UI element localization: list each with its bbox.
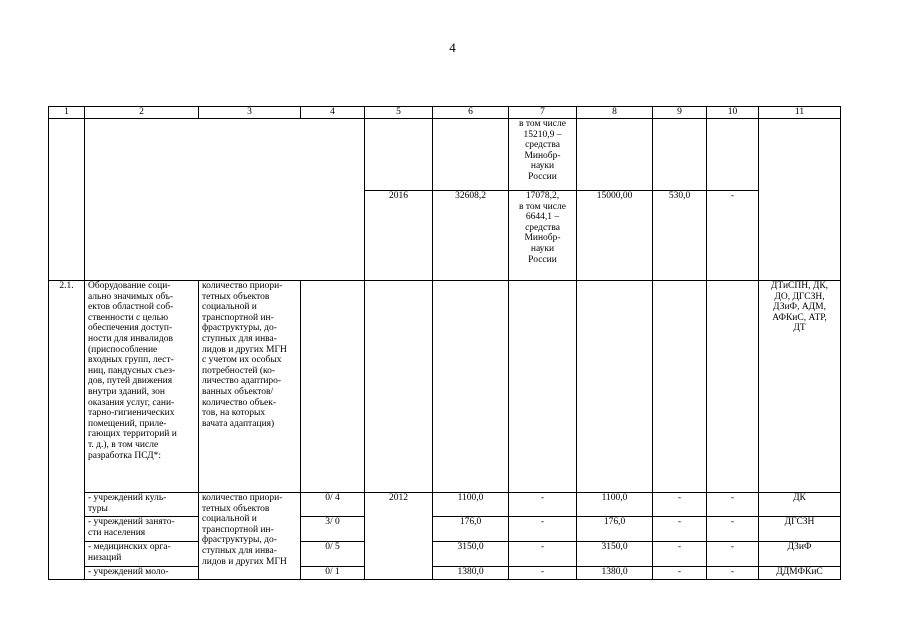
empty-cell [707, 281, 759, 493]
subrow-c10: - [707, 517, 759, 542]
empty-cell [653, 119, 707, 191]
subrow-c7: - [509, 567, 577, 580]
empty-cell [759, 119, 841, 281]
column-number: 9 [653, 107, 707, 119]
subrow-c9: - [653, 517, 707, 542]
column-number: 10 [707, 107, 759, 119]
empty-cell [433, 119, 509, 191]
subrow-executor: ДГСЗН [759, 517, 841, 542]
item-name: Оборудование соци- ально значимых объ- ектов областной соб- ственности с целью обеспечения доступ- ности для инвалидов (приспособление входных групп, лест- ниц, пандусных съез- дов, путей движения внутри зданий, зон оказания услуг, сани- тарно-гигиенических помещений, приле- гающих территорий и т. д.), в том числе разработка ПСД*: [85, 281, 199, 493]
empty-cell [365, 281, 433, 493]
subrow-ratio: 0/ 4 [301, 493, 365, 517]
empty-cell [365, 119, 433, 191]
item-number: 2.1. [49, 281, 85, 580]
item-indicator: количество приори- тетных объектов социальной и транспортной ин- фраструктуры, до- ступных для инва- лидов и других МГН с учетом их особых потребностей (ко- личество адаптиро- ванных объектов/ количество объек- тов, на которых вачата адаптация) [199, 281, 301, 493]
subrow-ratio: 0/ 5 [301, 542, 365, 567]
subrow-c10: - [707, 493, 759, 517]
continuation-row-1 [49, 119, 841, 191]
column-number-row [49, 107, 841, 119]
subrow-c8: 1100,0 [577, 493, 653, 517]
subrow-c9: - [653, 567, 707, 580]
subrow-name: - медицинских орга- низаций [85, 542, 199, 567]
column-number: 5 [365, 107, 433, 119]
empty-cell [707, 119, 759, 191]
empty-cell [433, 281, 509, 493]
subrow-c8: 1380,0 [577, 567, 653, 580]
value-cell: 15000,00 [577, 191, 653, 281]
subrow-c10: - [707, 542, 759, 567]
table-row [49, 542, 841, 567]
table-row [49, 493, 841, 517]
subrow-c9: - [653, 542, 707, 567]
subrow-c10: - [707, 567, 759, 580]
subrow-name: - учреждений занято- сти населения [85, 517, 199, 542]
column-number: 1 [49, 107, 85, 119]
subrow-total: 3150,0 [433, 542, 509, 567]
subrow-total: 1380,0 [433, 567, 509, 580]
value-cell: - [707, 191, 759, 281]
subrow-ratio: 3/ 0 [301, 517, 365, 542]
subrow-total: 1100,0 [433, 493, 509, 517]
empty-cell [49, 119, 85, 281]
subrow-executor: ДК [759, 493, 841, 517]
column-number: 11 [759, 107, 841, 119]
item-executors: ДТиСПН, ДК, ДО, ДГСЗН, ДЗиФ, АДМ, АФКиС, АТР, ДТ [759, 281, 841, 493]
funding-note: 17078,2, в том числе 6644,1 – средства Минобр- науки России [509, 191, 577, 281]
empty-cell [301, 281, 365, 493]
column-number: 6 [433, 107, 509, 119]
empty-cell [85, 119, 365, 281]
column-number: 7 [509, 107, 577, 119]
program-table [48, 106, 841, 580]
total-cell: 32608,2 [433, 191, 509, 281]
table-row [49, 567, 841, 580]
subrow-year: 2012 [365, 493, 433, 580]
empty-cell [509, 281, 577, 493]
subrow-c7: - [509, 493, 577, 517]
subrow-c8: 3150,0 [577, 542, 653, 567]
funding-note: в том числе 15210,9 – средства Минобр- науки России [509, 119, 577, 191]
item-row-2-1 [49, 281, 841, 493]
subrow-c7: - [509, 517, 577, 542]
value-cell: 530,0 [653, 191, 707, 281]
subrow-c7: - [509, 542, 577, 567]
subrow-name: - учреждений куль- туры [85, 493, 199, 517]
column-number: 8 [577, 107, 653, 119]
subrow-name: - учреждений моло- [85, 567, 199, 580]
empty-cell [653, 281, 707, 493]
subrow-executor: ДДМФКиС [759, 567, 841, 580]
page-number: 4 [449, 40, 456, 55]
column-number: 2 [85, 107, 199, 119]
subrow-c8: 176,0 [577, 517, 653, 542]
table-row [49, 517, 841, 542]
subrow-indicator: количество приори- тетных объектов социальной и транспортной ин- фраструктуры, до- ступных для инва- лидов и других МГН [199, 493, 301, 580]
subrow-executor: ДЗиФ [759, 542, 841, 567]
subrow-ratio: 0/ 1 [301, 567, 365, 580]
subrow-c9: - [653, 493, 707, 517]
empty-cell [577, 119, 653, 191]
empty-cell [577, 281, 653, 493]
column-number: 4 [301, 107, 365, 119]
column-number: 3 [199, 107, 301, 119]
year-cell: 2016 [365, 191, 433, 281]
subrow-total: 176,0 [433, 517, 509, 542]
